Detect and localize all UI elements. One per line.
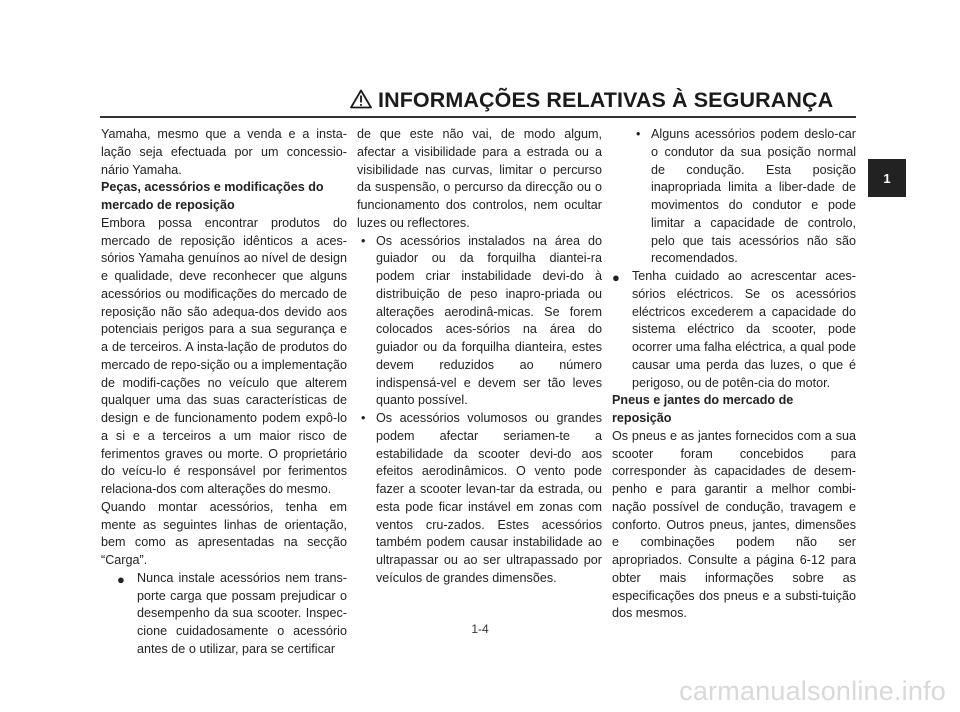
watermark: carmanualsonline.info [679, 676, 946, 706]
column-2 [357, 126, 602, 588]
sub-bullet-marker: • [361, 233, 366, 248]
paragraph: Embora possa encontrar produtos do mercado de reposição idênticos a aces-sórios Yamaha genuínos ao nível de design e qualidade, deve reconhecer que alguns acessórios ou modificações do mercado de reposição não são adequa-dos devido aos potenciais perigos para a sua segurança e a de terceiros. A insta-lação de produtos do mercado de repo-sição ou a implementação de modifi-cações no veículo que alterem qualquer uma das suas características de design e de funcionamento podem expô-lo a si e a terceiros a um maior risco de ferimentos graves ou morte. O proprietário do veícu-lo é responsável por ferimentos relaciona-dos com alterações do mesmo. [101, 215, 347, 496]
paragraph: Quando montar acessórios, tenha em mente as seguintes linhas de orientação, bem como as apresentadas na secção “Carga”. [101, 499, 347, 567]
bullet-text: Tenha cuidado ao acrescentar aces-sórios eléctricos. Se os acessórios eléctricos excederem a capacidade do sistema eléctrico da scooter, pode ocorrer uma falha eléctrica, a qual pode causar uma perda das luzes, o que é perigoso, ou de potên-cia do motor. [632, 269, 856, 390]
bullet-marker: ● [117, 571, 125, 587]
page-number: 1-4 [471, 622, 489, 636]
column-3 [612, 126, 856, 623]
paragraph: Os pneus e as jantes fornecidos com a sua scooter foram concebidos para corresponder às capacidades de desem-penho e para garantir a melhor combi-nação possível de condução, travagem e conforto. Outros pneus, jantes, dimensões e combinações podem não ser apropriados. Consulte a página 6-12 para obter mais informações sobre as especificações dos pneus e a substi-tuição dos mesmos. [612, 428, 856, 621]
paragraph: Yamaha, mesmo que a venda e a insta-lação seja efectuada por um concessio-nário Yamaha. [101, 127, 347, 177]
warning-triangle-icon [350, 89, 372, 109]
bullet-text: Nunca instale acessórios nem trans-porte carga que possam prejudicar o desempenho da sua scooter. Inspec-cione cuidadosamente o acessório antes de o utilizar, para se certificar [137, 570, 347, 656]
page-title: INFORMAÇÕES RELATIVAS À SEGURANÇA [378, 88, 834, 112]
header-rule [100, 116, 856, 118]
section-heading: Peças, acessórios e modificações do mercado de reposição [101, 180, 324, 212]
sub-bullet-marker: • [636, 127, 641, 141]
sub-bullet-text: Os acessórios instalados na área do guiador ou da forquilha diantei-ra podem criar instabilidade devi-do à distribuição de peso inapro-priada ou alterações aerodinâ-micas. Se forem colocados aces-sórios na área do guiador ou da forquilha dianteira, estes devem reduzidos ao número indispensá-vel e devem ser tão leves quanto possível. [376, 233, 602, 408]
column-1 [101, 126, 347, 659]
paragraph: de que este não vai, de modo algum, afectar a visibilidade para a estrada ou a visibilidade nas curvas, limitar o percurso da suspensão, o percurso da direcção ou o funcionamento dos controlos, nem ocultar luzes ou reflectores. [357, 127, 602, 230]
bullet-marker: ● [612, 270, 620, 285]
sub-bullet-item [357, 233, 602, 411]
sub-bullet-text: Alguns acessórios podem deslo-car o condutor da sua posição normal de condução. Esta posição inapropriada limita a liber-dade de movimentos do condutor e pode limitar a capacidade de controlo, pelo que tais acessórios não são recomendados. [651, 127, 856, 266]
sub-bullet-item [612, 126, 856, 268]
sub-bullet-item [357, 410, 602, 588]
bullet-item [101, 570, 347, 659]
sub-bullet-text: Os acessórios volumosos ou grandes podem afectar seriamen-te a estabilidade da scooter devi-do aos efeitos aerodinâmicos. O vento pode fazer a scooter levan-tar da estrada, ou esta pode ficar instável em zonas com ventos cru-zados. Estes acessórios também podem causar instabilidade ao ultrapassar ou ao ser ultrapassado por veículos de grandes dimensões. [376, 411, 602, 585]
bullet-item [612, 268, 856, 392]
chapter-tab[interactable]: 1 [868, 159, 906, 197]
section-heading: Pneus e jantes do mercado de reposição [612, 393, 794, 425]
section-header [350, 84, 856, 114]
sub-bullet-marker: • [361, 411, 366, 425]
